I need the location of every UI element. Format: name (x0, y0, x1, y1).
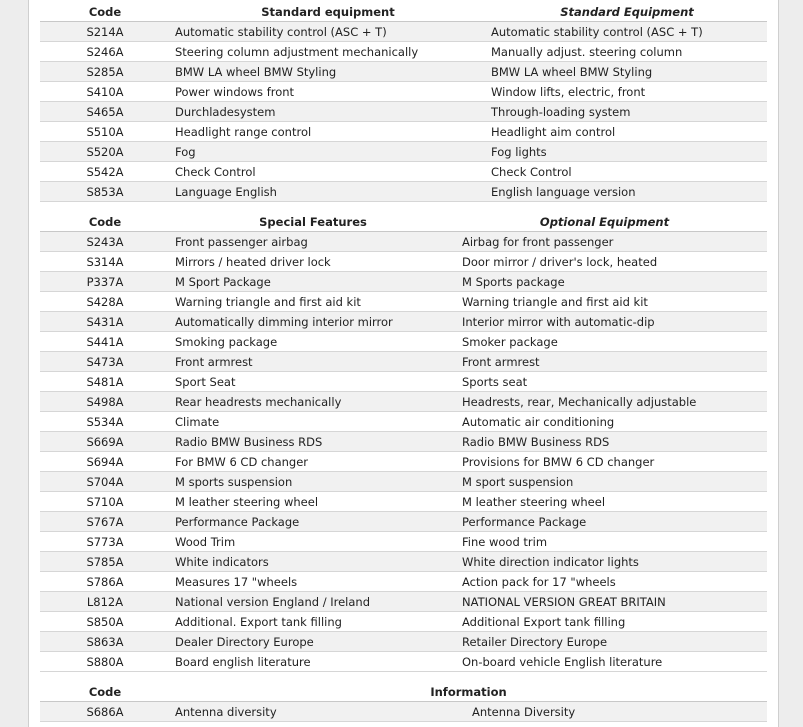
description-cell: Automatically dimming interior mirror (175, 315, 393, 329)
translation-cell: M leather steering wheel (462, 495, 606, 509)
description-cell: Language English (175, 185, 277, 199)
code-cell: S767A (86, 515, 124, 529)
table-row (40, 122, 767, 142)
code-cell: S243A (86, 235, 124, 249)
table-row (40, 552, 767, 572)
description-cell: Additional. Export tank filling (175, 615, 342, 629)
description-cell: Performance Package (175, 515, 300, 529)
code-cell: S498A (86, 395, 124, 409)
table-header (40, 2, 767, 22)
description-cell: M sports suspension (175, 475, 293, 489)
code-cell: L812A (86, 595, 124, 609)
table-row (40, 142, 767, 162)
translation-cell: Door mirror / driver's lock, heated (462, 255, 658, 269)
translation-cell: Radio BMW Business RDS (462, 435, 610, 449)
code-cell: S863A (86, 635, 124, 649)
table-row (40, 42, 767, 62)
description-cell: Power windows front (175, 85, 295, 99)
code-cell: S441A (86, 335, 124, 349)
description-cell: Fog (175, 145, 196, 159)
translation-cell: NATIONAL VERSION GREAT BRITAIN (462, 595, 666, 609)
table-row (40, 492, 767, 512)
description-cell: BMW LA wheel BMW Styling (175, 65, 337, 79)
table-row (40, 532, 767, 552)
code-cell: S428A (86, 295, 124, 309)
translation-cell: Window lifts, electric, front (491, 85, 646, 99)
description-cell: Smoking package (175, 335, 278, 349)
translation-cell: Through-loading system (491, 105, 631, 119)
translation-cell: Fog lights (491, 145, 547, 159)
translation-cell: Warning triangle and first aid kit (462, 295, 648, 309)
table-row (40, 392, 767, 412)
code-cell: S214A (86, 25, 124, 39)
translation-cell: Automatic air conditioning (462, 415, 615, 429)
translation-cell: Check Control (491, 165, 572, 179)
table-row (40, 632, 767, 652)
code-cell: S542A (86, 165, 124, 179)
translation-cell: M sport suspension (462, 475, 574, 489)
column-header-right: Standard Equipment (560, 5, 694, 19)
equipment-page (28, 0, 779, 727)
description-cell: Front armrest (175, 355, 253, 369)
code-cell: S785A (86, 555, 124, 569)
translation-cell: Additional Export tank filling (462, 615, 626, 629)
table-row (40, 372, 767, 392)
table-row (40, 62, 767, 82)
table-row (40, 412, 767, 432)
translation-cell: Automatic stability control (ASC + T) (491, 25, 703, 39)
special-features-table (40, 212, 767, 672)
column-header-left: Information (430, 685, 507, 699)
table-row (40, 162, 767, 182)
code-cell: S314A (86, 255, 124, 269)
description-cell: Board english literature (175, 655, 311, 669)
description-cell: Rear headrests mechanically (175, 395, 342, 409)
code-cell: S410A (86, 85, 124, 99)
table-header (40, 212, 767, 232)
code-cell: S694A (86, 455, 124, 469)
description-cell: M Sport Package (175, 275, 271, 289)
table-row (40, 232, 767, 252)
code-cell: S686A (86, 705, 124, 719)
table-row (40, 472, 767, 492)
information-table (40, 682, 767, 722)
code-cell: S850A (86, 615, 124, 629)
code-cell: S481A (86, 375, 124, 389)
table-row (40, 332, 767, 352)
translation-cell: Provisions for BMW 6 CD changer (462, 455, 655, 469)
table-header (40, 682, 767, 702)
table-row (40, 452, 767, 472)
code-cell: S669A (86, 435, 124, 449)
description-cell: Durchladesystem (175, 105, 276, 119)
column-header-code: Code (88, 5, 122, 19)
description-cell: Wood Trim (175, 535, 236, 549)
description-cell: Climate (175, 415, 220, 429)
translation-cell: Headlight aim control (491, 125, 616, 139)
table-row (40, 182, 767, 202)
code-cell: S520A (86, 145, 124, 159)
translation-cell: Retailer Directory Europe (462, 635, 608, 649)
translation-cell: Front armrest (462, 355, 540, 369)
table-row (40, 352, 767, 372)
code-cell: S465A (86, 105, 124, 119)
description-cell: White indicators (175, 555, 269, 569)
column-header-left: Special Features (259, 215, 367, 229)
table-row (40, 512, 767, 532)
code-cell: S510A (86, 125, 124, 139)
description-cell: Mirrors / heated driver lock (175, 255, 331, 269)
code-cell: S246A (86, 45, 124, 59)
column-header-code: Code (88, 215, 122, 229)
translation-cell: On-board vehicle English literature (462, 655, 663, 669)
translation-cell: Antenna Diversity (472, 705, 576, 719)
table-row (40, 702, 767, 722)
code-cell: S773A (86, 535, 124, 549)
code-cell: S853A (86, 185, 124, 199)
description-cell: Measures 17 "wheels (175, 575, 298, 589)
translation-cell: White direction indicator lights (462, 555, 639, 569)
column-header-code: Code (88, 685, 122, 699)
column-header-right: Optional Equipment (539, 215, 670, 229)
translation-cell: Sports seat (462, 375, 528, 389)
table-row (40, 252, 767, 272)
table-row (40, 312, 767, 332)
translation-cell: Headrests, rear, Mechanically adjustable (462, 395, 697, 409)
code-cell: S285A (86, 65, 124, 79)
code-cell: S534A (86, 415, 124, 429)
code-cell: S710A (86, 495, 124, 509)
table-row (40, 102, 767, 122)
translation-cell: Fine wood trim (462, 535, 548, 549)
description-cell: Check Control (175, 165, 256, 179)
description-cell: Headlight range control (175, 125, 312, 139)
description-cell: Dealer Directory Europe (175, 635, 314, 649)
code-cell: S704A (86, 475, 124, 489)
code-cell: S473A (86, 355, 124, 369)
translation-cell: M Sports package (462, 275, 565, 289)
standard-equipment-table (40, 2, 767, 202)
table-row (40, 292, 767, 312)
table-row (40, 272, 767, 292)
description-cell: Warning triangle and first aid kit (175, 295, 361, 309)
table-row (40, 592, 767, 612)
translation-cell: Interior mirror with automatic-dip (462, 315, 655, 329)
description-cell: National version England / Ireland (175, 595, 370, 609)
table-row (40, 432, 767, 452)
description-cell: For BMW 6 CD changer (175, 455, 309, 469)
translation-cell: Smoker package (462, 335, 558, 349)
translation-cell: Airbag for front passenger (462, 235, 614, 249)
description-cell: Sport Seat (175, 375, 236, 389)
description-cell: Antenna diversity (175, 705, 277, 719)
code-cell: S431A (86, 315, 124, 329)
table-row (40, 22, 767, 42)
translation-cell: Manually adjust. steering column (491, 45, 683, 59)
table-row (40, 612, 767, 632)
table-row (40, 82, 767, 102)
code-cell: P337A (86, 275, 124, 289)
description-cell: Front passenger airbag (175, 235, 308, 249)
translation-cell: BMW LA wheel BMW Styling (491, 65, 653, 79)
table-row (40, 652, 767, 672)
description-cell: M leather steering wheel (175, 495, 319, 509)
translation-cell: Performance Package (462, 515, 587, 529)
column-header-left: Standard equipment (261, 5, 395, 19)
translation-cell: English language version (491, 185, 636, 199)
description-cell: Radio BMW Business RDS (175, 435, 323, 449)
code-cell: S786A (86, 575, 124, 589)
description-cell: Automatic stability control (ASC + T) (175, 25, 387, 39)
code-cell: S880A (86, 655, 124, 669)
table-row (40, 572, 767, 592)
translation-cell: Action pack for 17 "wheels (462, 575, 616, 589)
description-cell: Steering column adjustment mechanically (175, 45, 419, 59)
